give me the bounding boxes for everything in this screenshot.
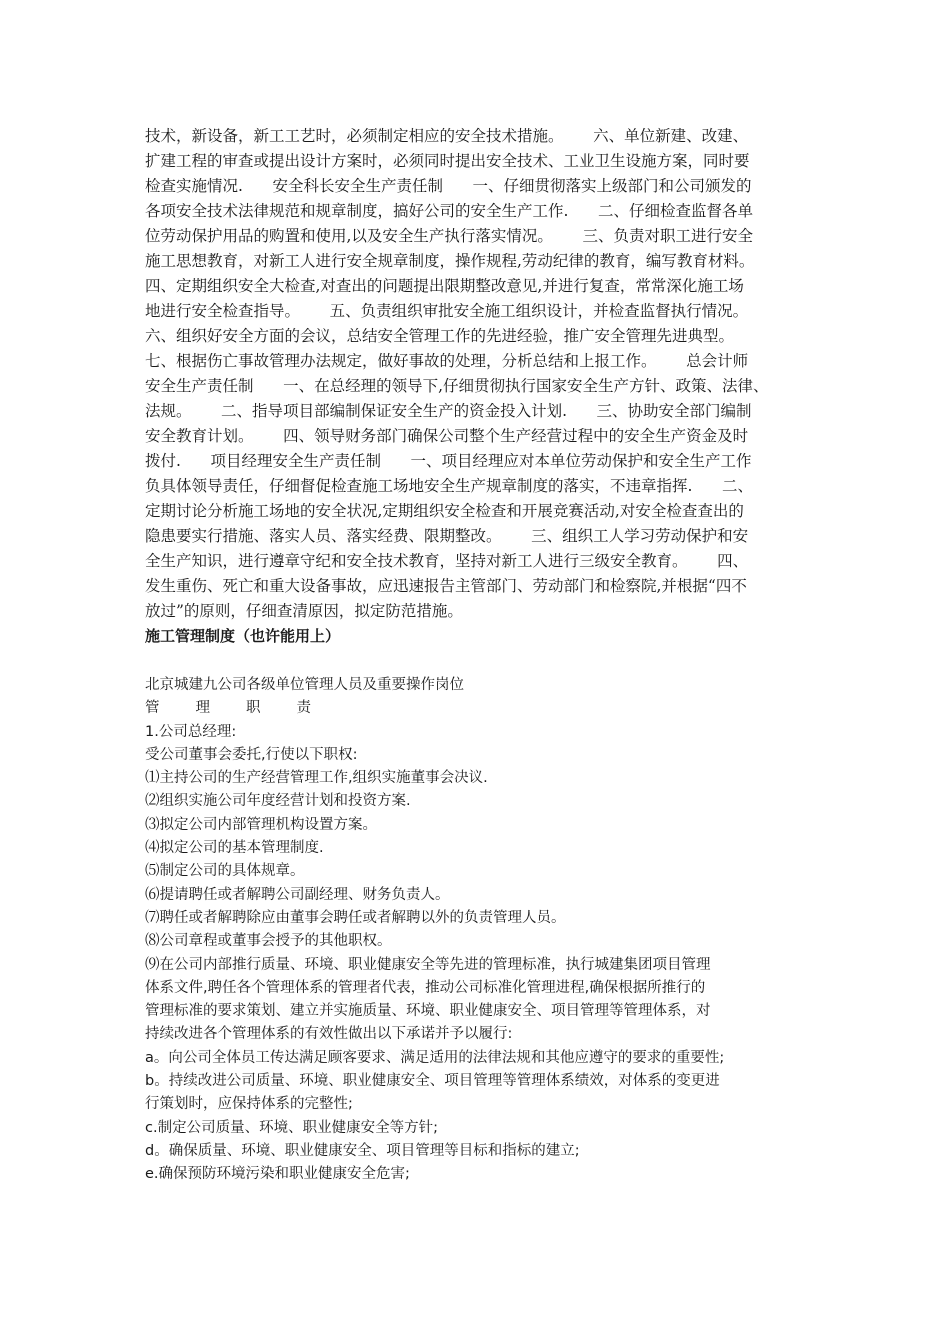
list-item: e.确保预防环境污染和职业健康安全危害;	[145, 1166, 410, 1183]
list-item: b。持续改进公司质量、环境、职业健康安全、项目管理等管理体系绩效，对体系的变更进	[145, 1073, 720, 1090]
list-item: ⑸制定公司的具体规章。	[145, 863, 305, 880]
section-heading: 施工管理制度（也许能用上）	[145, 627, 341, 645]
list-item: a。向公司全体员工传达满足顾客要求、满足适用的法律法规和其他应遵守的要求的重要性;	[145, 1049, 725, 1066]
list-item: 受公司董事会委托,行使以下职权:	[145, 746, 358, 763]
duties-list	[145, 721, 815, 1187]
list-item: ⑷拟定公司的基本管理制度.	[145, 840, 324, 857]
paragraph-line: 拨付. 项目经理安全生产责任制 一、项目经理应对本单位劳动保护和安全生产工作	[145, 452, 752, 470]
paragraph-line: 位劳动保护用品的购置和使用,以及安全生产执行落实情况。 三、负责对职工进行安全	[145, 227, 753, 245]
list-item: d。确保质量、环境、职业健康安全、项目管理等目标和指标的建立;	[145, 1142, 580, 1159]
paragraph-line: 定期讨论分析施工场地的安全状况,定期组织安全检查和开展竞赛活动,对安全检查查出的	[145, 502, 744, 520]
doc-title: 北京城建九公司各级单位管理人员及重要操作岗位	[145, 677, 464, 693]
list-item: 行策划时，应保持体系的完整性;	[145, 1096, 353, 1113]
list-item: ⑻公司章程或董事会授予的其他职权。	[145, 933, 392, 950]
paragraph-line: 各项安全技术法律规范和规章制度，搞好公司的安全生产工作. 二、仔细检查监督各单	[145, 202, 753, 220]
paragraph-line: 放过”的原则，仔细查清原因，拟定防范措施。	[145, 602, 463, 620]
paragraph-line: 检查实施情况. 安全科长安全生产责任制 一、仔细贯彻落实上级部门和公司颁发的	[145, 177, 752, 195]
paragraph-line: 安全教育计划。 四、领导财务部门确保公司整个生产经营过程中的安全生产资金及时	[145, 427, 749, 445]
list-item: 管理标准的要求策划、建立并实施质量、环境、职业健康安全、项目管理等管理体系，对	[145, 1003, 711, 1020]
paragraph-line: 全生产知识，进行遵章守纪和安全技术教育，坚持对新工人进行三级安全教育。 四、	[145, 552, 749, 570]
paragraph-line: 地进行安全检查指导。 五、负责组织审批安全施工组织设计，并检查监督执行情况。	[145, 302, 749, 320]
list-item: 体系文件,聘任各个管理体系的管理者代表，推动公司标准化管理进程,确保根据所推行的	[145, 979, 706, 996]
list-item: ⑼在公司内部推行质量、环境、职业健康安全等先进的管理标准，执行城建集团项目管理	[145, 956, 711, 973]
list-item: ⑶拟定公司内部管理机构设置方案。	[145, 816, 377, 833]
list-item: c.制定公司质量、环境、职业健康安全等方针;	[145, 1119, 438, 1136]
paragraph-line: 技术，新设备，新工工艺时，必须制定相应的安全技术措施。 六、单位新建、改建、	[145, 127, 749, 145]
blank-line	[145, 649, 815, 674]
paragraph-line: 施工思想教育，对新工人进行安全规章制度，操作规程,劳动纪律的教育，编写教育材料。	[145, 252, 755, 270]
paragraph-line: 四、定期组织安全大检查,对查出的问题提出限期整改意见,并进行复查，常常深化施工场	[145, 277, 744, 295]
list-item: ⑺聘任或者解聘除应由董事会聘任或者解聘以外的负责管理人员。	[145, 909, 566, 926]
list-item: 持续改进各个管理体系的有效性做出以下承诺并予以履行:	[145, 1026, 513, 1043]
paragraph-line: 发生重伤、死亡和重大设备事故，应迅速报告主管部门、劳动部门和检察院,并根据“四不	[145, 577, 747, 595]
paragraph-line: 六、组织好安全方面的会议，总结安全管理工作的先进经验，推广安全管理先进典型。	[145, 327, 735, 345]
doc-subtitle: 管理职责	[145, 700, 347, 717]
document-page	[145, 124, 815, 1187]
paragraph-line: 法规。 二、指导项目部编制保证安全生产的资金投入计划. 三、协助安全部门编制	[145, 402, 752, 420]
list-item: ⑴主持公司的生产经营管理工作,组织实施董事会决议.	[145, 770, 488, 787]
paragraph-line: 扩建工程的审查或提出设计方案时，必须同时提出安全技术、工业卫生设施方案，同时要	[145, 152, 750, 170]
list-item: ⑹提请聘任或者解聘公司副经理、财务负责人。	[145, 886, 450, 903]
paragraph-line: 七、根据伤亡事故管理办法规定，做好事故的处理，分析总结和上报工作。 总会计师	[145, 352, 749, 370]
paragraph-line: 负具体领导责任，仔细督促检查施工场地安全生产规章制度的落实，不违章指挥. 二、	[145, 477, 753, 495]
paragraph-line: 安全生产责任制 一、在总经理的领导下,仔细贯彻执行国家安全生产方针、政策、法律、	[145, 377, 769, 395]
list-item: ⑵组织实施公司年度经营计划和投资方案.	[145, 793, 411, 810]
paragraph-line: 隐患要实行措施、落实人员、落实经费、限期整改。 三、组织工人学习劳动保护和安	[145, 527, 749, 545]
safety-responsibility-paragraph	[145, 124, 815, 624]
list-item: 1.公司总经理:	[145, 723, 237, 740]
